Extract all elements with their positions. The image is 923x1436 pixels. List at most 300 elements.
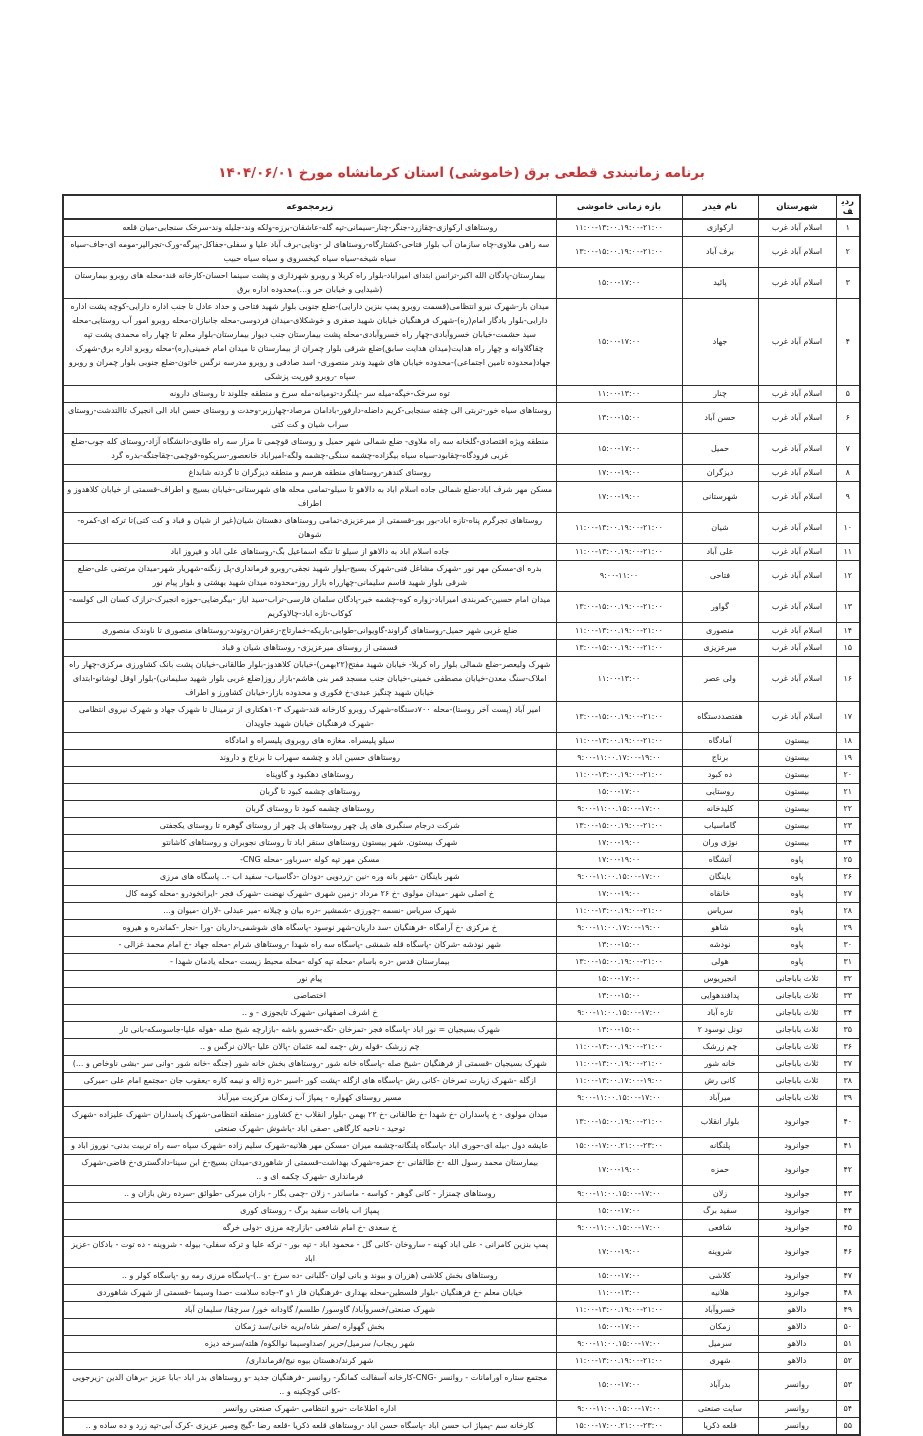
row-index-cell: ۵۱	[836, 1336, 860, 1353]
sub-areas-cell: روستاهای حسین اباد و چشمه سهراب تا برناج و داروند	[63, 750, 556, 767]
county-cell: جوانرود	[758, 1285, 836, 1302]
county-cell: اسلام آباد غرب	[758, 623, 836, 640]
row-index-cell: ۲۲	[836, 801, 860, 818]
row-index-cell: ۲۴	[836, 835, 860, 852]
row-index-cell: ۲۸	[836, 903, 860, 920]
feeder-cell: آتشگاه	[682, 852, 758, 869]
sub-areas-cell: سیلو پلیسراه. مغازه های روبروی پلیسراه و امادگاه	[63, 733, 556, 750]
feeder-cell: تونل نوسود ۲	[682, 1022, 758, 1039]
county-cell: اسلام آباد غرب	[758, 657, 836, 702]
feeder-cell: ارکوازی	[682, 219, 758, 237]
row-index-cell: ۲۰	[836, 767, 860, 784]
table-header-row	[63, 195, 860, 219]
feeder-cell: نودشه	[682, 937, 758, 954]
outage-time-cell: ۱۱:۰۰-۱۳:۰۰.۱۹:۰۰-۲۱:۰۰	[556, 733, 682, 750]
feeder-cell: سرمیل	[682, 1336, 758, 1353]
feeder-cell: پائید	[682, 268, 758, 299]
county-cell: جوانرود	[758, 1237, 836, 1268]
row-index-cell: ۴۱	[836, 1138, 860, 1155]
table-row	[63, 971, 860, 988]
row-index-cell: ۵۳	[836, 1370, 860, 1401]
county-cell: روانسر	[758, 1370, 836, 1401]
county-cell: دالاهو	[758, 1353, 836, 1370]
outage-time-cell: ۱۳:۰۰-۱۵:۰۰.۱۹:۰۰-۲۱:۰۰	[556, 592, 682, 623]
row-index-cell: ۱۱	[836, 544, 860, 561]
feeder-cell: جهاد	[682, 299, 758, 386]
table-row	[63, 750, 860, 767]
county-cell: اسلام آباد غرب	[758, 403, 836, 434]
table-row	[63, 386, 860, 403]
county-cell: اسلام آباد غرب	[758, 513, 836, 544]
header-row-number: ردیف	[836, 195, 860, 219]
row-index-cell: ۵۴	[836, 1401, 860, 1418]
feeder-cell: کانی رش	[682, 1073, 758, 1090]
county-cell: بیستون	[758, 733, 836, 750]
table-row	[63, 434, 860, 465]
row-index-cell: ۱۸	[836, 733, 860, 750]
table-row	[63, 482, 860, 513]
table-row	[63, 1302, 860, 1319]
feeder-cell: هلانیه	[682, 1285, 758, 1302]
sub-areas-cell: شهرک بسیجیان -قسمتی از فرهنگیان -شیخ صله -پاسگاه خانه شور -روستاهای بخش خانه شور (جنگه -خانه شور -وانی سر -بشی ناوخاص و ...)	[63, 1056, 556, 1073]
outage-time-cell: ۱۱:۰۰-۱۳:۰۰.۱۹:۰۰-۲۱:۰۰	[556, 903, 682, 920]
table-row	[63, 1073, 860, 1090]
county-cell: اسلام آباد غرب	[758, 561, 836, 592]
row-index-cell: ۴۸	[836, 1285, 860, 1302]
county-cell: روانسر	[758, 1401, 836, 1418]
row-index-cell: ۲۵	[836, 852, 860, 869]
outage-time-cell: ۱۱:۰۰-۱۳:۰۰.۱۹:۰۰-۲۱:۰۰	[556, 623, 682, 640]
feeder-cell: هولی	[682, 954, 758, 971]
row-index-cell: ۳۷	[836, 1056, 860, 1073]
outage-time-cell: ۱۳:۰۰-۱۵:۰۰.۱۹:۰۰-۲۱:۰۰	[556, 237, 682, 268]
sub-areas-cell: بیمارستان محمد رسول الله -خ طالقانی -خ حمزه-شهرک بهداشت-قسمتی از شاهوردی-میدان بسیج-خ ابن سینا-دادگستری-خ قاضی-شهرک فرمانداری -شهرک چکمه ای و ..	[63, 1155, 556, 1186]
row-index-cell: ۱۹	[836, 750, 860, 767]
table-row	[63, 1155, 860, 1186]
sub-areas-cell: شهر ریجاب/ سرمیل/حریر /صداوسیما نوالکوه/ هلته/سرخه دیزه	[63, 1336, 556, 1353]
outage-time-cell: ۹:۰۰-۱۱:۰۰.۱۵:۰۰-۱۷:۰۰	[556, 869, 682, 886]
table-row	[63, 767, 860, 784]
feeder-cell: انجیریوس	[682, 971, 758, 988]
sub-areas-cell: روستاهای چمنزار - کانی گوهر - کواسه - ماساندر - زلان -چمی بگار - بازان میرکی -طوائق -سرده رش بازان و ..	[63, 1186, 556, 1203]
table-row	[63, 1203, 860, 1220]
feeder-cell: زمکان	[682, 1319, 758, 1336]
sub-areas-cell: خ سعدی -خ امام شافعی -بازارچه مرزی -دولی خرگه	[63, 1220, 556, 1237]
outage-time-cell: ۱۱:۰۰-۱۳:۰۰.۱۹:۰۰-۲۱:۰۰	[556, 1353, 682, 1370]
header-outage-time: بازه زمانی خاموشی	[556, 195, 682, 219]
sub-areas-cell: روستاهای سیاه خور-تربتی الی چفته سنجابی-کریم داضله-دارفور-بادامان مرصاد-چهارزبر-وحدت و روستای حسن اباد الی انجیرک تاالتدشت-روستای سراب شیان و کت کتی	[63, 403, 556, 434]
sub-areas-cell: کارخانه سم -پمپاژ اب حسن اباد -پاسگاه حسن اباد -روستاهای قلعه ذکریا -قلعه رضا -گیج وصیر عزیزی -کرک آبی-تپه زرد و ده ساده و ..	[63, 1418, 556, 1436]
sub-areas-cell: خ مرکزی -خ آرامگاه -فرهنگیان -سد داریان-شهر نوسود -پاسگاه های شوشمی-داریان -ورا -نجار -کماندره و هیروه	[63, 920, 556, 937]
table-row	[63, 1237, 860, 1268]
feeder-cell: شافعی	[682, 1220, 758, 1237]
sub-areas-cell: چم زرشک -قوله رش -چمه لمه عثمان -پالان علیا -پالان نرگس و ..	[63, 1039, 556, 1056]
table-row	[63, 1220, 860, 1237]
row-index-cell: ۳۰	[836, 937, 860, 954]
table-row	[63, 903, 860, 920]
row-index-cell: ۳۳	[836, 988, 860, 1005]
feeder-cell: باینگان	[682, 869, 758, 886]
outage-schedule-table	[62, 194, 861, 1436]
sub-areas-cell: عایشه دول -بیله ای-حوری اباد -پاسگاه پلنگانه-چشمه میران -مسکن مهر هلانیه-شهرک سلیم زاده -شهرک سپاه -سه راه تربیت بدنی- نوروز اباد و	[63, 1138, 556, 1155]
feeder-cell: ده کبود	[682, 767, 758, 784]
sub-areas-cell: روستاهای چشمه کبود تا گربان	[63, 784, 556, 801]
feeder-cell: نوژی وران	[682, 835, 758, 852]
table-row	[63, 1107, 860, 1138]
sub-areas-cell: توه سرخک-خپگه-میله سر -پلنگرد-تومیانه-مله سرخ و منطقه جللوند تا روستای دارونه	[63, 386, 556, 403]
row-index-cell: ۳۸	[836, 1073, 860, 1090]
county-cell: بیستون	[758, 784, 836, 801]
table-row	[63, 1268, 860, 1285]
outage-time-cell: ۱۵:۰۰-۱۷:۰۰	[556, 1370, 682, 1401]
feeder-cell: سریاس	[682, 903, 758, 920]
outage-time-cell: ۹:۰۰-۱۱:۰۰.۱۷:۰۰-۱۹:۰۰	[556, 920, 682, 937]
outage-time-cell: ۱۷:۰۰-۱۹:۰۰	[556, 482, 682, 513]
table-row	[63, 268, 860, 299]
outage-time-cell: ۱۱:۰۰-۱۳:۰۰.۱۹:۰۰-۲۱:۰۰	[556, 513, 682, 544]
feeder-cell: میرآباد	[682, 1090, 758, 1107]
table-row	[63, 403, 860, 434]
county-cell: جوانرود	[758, 1268, 836, 1285]
county-cell: بیستون	[758, 818, 836, 835]
sub-areas-cell: روستای کندهر-روستاهای منطقه هرسم و منطقه دیزگران تا گردنه شابداغ	[63, 465, 556, 482]
table-row	[63, 1022, 860, 1039]
county-cell: پاوه	[758, 954, 836, 971]
feeder-cell: تازه آباد	[682, 1005, 758, 1022]
row-index-cell: ۷	[836, 434, 860, 465]
table-row	[63, 640, 860, 657]
outage-time-cell: ۱۳:۰۰-۱۵:۰۰.۱۹:۰۰-۲۱:۰۰	[556, 818, 682, 835]
county-cell: پاوه	[758, 869, 836, 886]
outage-time-cell: ۱۵:۰۰-۱۷:۰۰	[556, 971, 682, 988]
table-row	[63, 623, 860, 640]
county-cell: ثلاث باباجانی	[758, 1056, 836, 1073]
row-index-cell: ۳۱	[836, 954, 860, 971]
table-row	[63, 1090, 860, 1107]
feeder-cell: چنار	[682, 386, 758, 403]
outage-time-cell: ۱۵:۰۰-۱۷:۰۰	[556, 1203, 682, 1220]
table-row	[63, 465, 860, 482]
outage-time-cell: ۱۳:۰۰-۱۵:۰۰	[556, 988, 682, 1005]
county-cell: اسلام آباد غرب	[758, 640, 836, 657]
row-index-cell: ۴۶	[836, 1237, 860, 1268]
table-row	[63, 219, 860, 237]
outage-time-cell: ۹:۰۰-۱۱:۰۰	[556, 561, 682, 592]
county-cell: جوانرود	[758, 1220, 836, 1237]
feeder-cell: حمزه	[682, 1155, 758, 1186]
outage-time-cell: ۱۱:۰۰-۱۳:۰۰.۱۹:۰۰-۲۱:۰۰	[556, 544, 682, 561]
outage-time-cell: ۱۳:۰۰-۱۵:۰۰	[556, 937, 682, 954]
sub-areas-cell: روستاهای دهکبود و گاوپناه	[63, 767, 556, 784]
county-cell: بیستون	[758, 835, 836, 852]
county-cell: اسلام آباد غرب	[758, 268, 836, 299]
county-cell: اسلام آباد غرب	[758, 386, 836, 403]
table-row	[63, 561, 860, 592]
table-row	[63, 237, 860, 268]
outage-time-cell: ۱۳:۰۰-۱۵:۰۰.۱۹:۰۰-۲۱:۰۰	[556, 1107, 682, 1138]
feeder-cell: برف آباد	[682, 237, 758, 268]
county-cell: پاوه	[758, 920, 836, 937]
feeder-cell: پلنگانه	[682, 1138, 758, 1155]
table-row	[63, 1186, 860, 1203]
sub-areas-cell: اداره اطلاعات -نیرو انتظامی -شهرک صنعتی روانسر	[63, 1401, 556, 1418]
table-row	[63, 1005, 860, 1022]
sub-areas-cell: شهر باینگان -شهر بانه وره -نین -زردویی -دودان -دگاسیاب- سفید اب -.. پاسگاه های مرزی	[63, 869, 556, 886]
table-row	[63, 544, 860, 561]
sub-areas-cell: خ اصلی شهر -میدان مولوی -خ ۲۶ مرداد -زمین شهری -شهرک نهضت -شهرک فجر -ایرانخودرو -محله کومه کال	[63, 886, 556, 903]
county-cell: جوانرود	[758, 1107, 836, 1138]
feeder-cell: علی آباد	[682, 544, 758, 561]
sub-areas-cell: قسمتی از روستای میرعزیزی- روستاهای شیان و قباد	[63, 640, 556, 657]
outage-time-cell: ۱۵:۰۰-۱۷:۰۰	[556, 1268, 682, 1285]
feeder-cell: خسروآباد	[682, 1302, 758, 1319]
outage-time-cell: ۱۳:۰۰-۱۵:۰۰	[556, 403, 682, 434]
outage-time-cell: ۹:۰۰-۱۱:۰۰.۱۵:۰۰-۱۷:۰۰	[556, 1336, 682, 1353]
county-cell: جوانرود	[758, 1138, 836, 1155]
table-row	[63, 869, 860, 886]
county-cell: اسلام آباد غرب	[758, 219, 836, 237]
table-row	[63, 1353, 860, 1370]
table-row	[63, 1039, 860, 1056]
outage-time-cell: ۱۷:۰۰-۱۹:۰۰	[556, 886, 682, 903]
table-row	[63, 513, 860, 544]
row-index-cell: ۵۰	[836, 1319, 860, 1336]
table-row	[63, 702, 860, 733]
row-index-cell: ۳۲	[836, 971, 860, 988]
county-cell: ثلاث باباجانی	[758, 1039, 836, 1056]
row-index-cell: ۳۵	[836, 1022, 860, 1039]
outage-time-cell: ۹:۰۰-۱۱:۰۰.۱۷:۰۰-۱۹:۰۰	[556, 750, 682, 767]
outage-time-cell: ۱۷:۰۰-۱۹:۰۰	[556, 1155, 682, 1186]
table-row	[63, 592, 860, 623]
feeder-cell: شروینه	[682, 1237, 758, 1268]
sub-areas-cell: شهرک بسیجیان = نور اباد -پاسگاه فجر -تمرخان -تگه-خسرو باشه -بازارچه شیخ صله -هوله علیا-جاسوسکه-بانی تار	[63, 1022, 556, 1039]
row-index-cell: ۴۵	[836, 1220, 860, 1237]
county-cell: اسلام آباد غرب	[758, 434, 836, 465]
county-cell: اسلام آباد غرب	[758, 592, 836, 623]
feeder-cell: شیان	[682, 513, 758, 544]
table-row	[63, 1370, 860, 1401]
table-row	[63, 920, 860, 937]
feeder-cell: هفتصددستگاه	[682, 702, 758, 733]
sub-areas-cell: جاده اسلام اباد به دالاهو از سیلو تا تنگه اسماعیل بگ-روستاهای علی اباد و فیروز اباد	[63, 544, 556, 561]
row-index-cell: ۱۴	[836, 623, 860, 640]
row-index-cell: ۵	[836, 386, 860, 403]
feeder-cell: گاماسیاب	[682, 818, 758, 835]
row-index-cell: ۵۵	[836, 1418, 860, 1436]
table-row	[63, 784, 860, 801]
header-sub-areas: زیرمجموعه	[63, 195, 556, 219]
outage-time-cell: ۱۱:۰۰-۱۳:۰۰.۱۹:۰۰-۲۱:۰۰	[556, 219, 682, 237]
sub-areas-cell: پمپاژ اب بافات سفید برگ - روستای کوری	[63, 1203, 556, 1220]
row-index-cell: ۱۳	[836, 592, 860, 623]
feeder-cell: بدرآباد	[682, 1370, 758, 1401]
outage-time-cell: ۱۱:۰۰-۱۳:۰۰.۱۷:۰۰-۱۹:۰۰	[556, 1073, 682, 1090]
table-row	[63, 886, 860, 903]
sub-areas-cell: مجتمع ستاره اورامانات - روانسر -CNG-کارخانه آسفالت کمانگر- روانسر -فرهنگیان جدید -و روستاهای بدر اباد -بابا عزیز -برهان الدین -زیرجویی -کانی کوچکینه و ..	[63, 1370, 556, 1401]
feeder-cell: ولی عصر	[682, 657, 758, 702]
outage-time-cell: ۹:۰۰-۱۱:۰۰.۱۵:۰۰-۱۷:۰۰	[556, 1186, 682, 1203]
outage-time-cell: ۹:۰۰-۱۱:۰۰.۱۵:۰۰-۱۷:۰۰	[556, 1220, 682, 1237]
row-index-cell: ۴۳	[836, 1186, 860, 1203]
sub-areas-cell: شهرک صنعتی/خسروآباد/ گاوسور/ طلسم/ گاودانه خور/ سرچقا/ سلیمان آباد	[63, 1302, 556, 1319]
outage-time-cell: ۱۱:۰۰-۱۳:۰۰	[556, 386, 682, 403]
outage-time-cell: ۱۵:۰۰-۱۷:۰۰.۲۱:۰۰-۲۳:۰۰	[556, 1138, 682, 1155]
row-index-cell: ۲۱	[836, 784, 860, 801]
sub-areas-cell: روستاهای بخش کلاشی (هزران و بیوند و بانی لوان -گلبانی -ده سرخ -و ..)-پاسگاه مرزی رمه رو -پاسگاه کولر و ..	[63, 1268, 556, 1285]
sub-areas-cell: روستاهای ارکوازی-چقازرد-جنگر-چنار-سیمانی-تپه گله-عاشقان-برزه-ولکه وند-جلیله وند-سرخک سنجابی-میان قلعه	[63, 219, 556, 237]
feeder-cell: حسن آباد	[682, 403, 758, 434]
table-row	[63, 988, 860, 1005]
feeder-cell: برناج	[682, 750, 758, 767]
county-cell: ثلاث باباجانی	[758, 1022, 836, 1039]
sub-areas-cell: بیمارستان قدس -دره باسام -محله تپه کوله -محله محیط زیست -محله یادمان شهدا -	[63, 954, 556, 971]
feeder-cell: شاهو	[682, 920, 758, 937]
outage-time-cell: ۱۷:۰۰-۱۹:۰۰	[556, 465, 682, 482]
page-title: برنامه زمانبندی قطعی برق (خاموشی) استان کرمانشاه مورخ ۱۴۰۴/۰۶/۰۱	[218, 165, 705, 181]
sub-areas-cell: روستاهای چشمه کبود تا روستای گربان	[63, 801, 556, 818]
sub-areas-cell: میدان بار-شهرک نیرو انتظامی(قسمت روبرو پمپ بنزین دارایی)-ضلع جنوبی بلوار شهید فتاحی و حداد عادل تا جنب اداره دارایی-کوچه پشت اداره دارایی-بلوار یادگار امام(ره)-شهرک فرهنگیان خیابان شهید صفری و خوشکلای-میدان فردوسی-محله جانبازان-محله روبرو امور آب روستایی-محله سید حشمت-خیابان خسروآبادی-چهار راه خسروآبادی-محله پشت بیمارستان جنب دیوار بیمارستان-بلوار معلم تا چهار راه محمدی پشت تپه چقاگلاوانه و چهار راه هدایت(میدان هدایت سابق)ضلع شرقی بلوار چمران از بیمارستان تا میدان امام خمینی(ره)-محله روبرو اداره برق-شهرک جهاد(محدوده تامین اجتماعی)-محدوده خیابان های شهید وندر منصوری- اسد صادقی و روبرو مدرسه نرگس خاتون-ضلع جنوبی بلوار چمران و روبرو سپاه -روبرو فوریت پزشکی	[63, 299, 556, 386]
row-index-cell: ۱	[836, 219, 860, 237]
outage-time-cell: ۱۵:۰۰-۱۷:۰۰	[556, 784, 682, 801]
table-row	[63, 835, 860, 852]
row-index-cell: ۴۰	[836, 1107, 860, 1138]
row-index-cell: ۸	[836, 465, 860, 482]
feeder-cell: گواور	[682, 592, 758, 623]
row-index-cell: ۳۹	[836, 1090, 860, 1107]
feeder-cell: بلوار انقلاب	[682, 1107, 758, 1138]
header-feeder: نام فیدر	[682, 195, 758, 219]
row-index-cell: ۶	[836, 403, 860, 434]
table-row	[63, 1401, 860, 1418]
county-cell: بیستون	[758, 801, 836, 818]
outage-time-cell: ۱۱:۰۰-۱۳:۰۰.۱۹:۰۰-۲۱:۰۰	[556, 767, 682, 784]
sub-areas-cell: شهرک ولیعصر-ضلع شمالی بلوار راه کربلا- خیابان شهید مفتح(۲۲بهمن)-خیابان کلاهدوز-بلوار طالقانی-خیابان پشت بانک کشاورزی مرکزی-چهار راه املاک-سنگ معدن-خیابان مصطفی خمینی-خیابان جنب مسجد قمر بنی هاشم-بازار روز(ضلع غربی بلوار شهید سلیمانی)-بلوار اوقل لوشانو-ابتدای خیابان شهید چنگیز عبدی-خ فکوری و محدوده بازار-خیابان کشاورز و اطراف	[63, 657, 556, 702]
feeder-cell: آمادگاه	[682, 733, 758, 750]
table-row	[63, 733, 860, 750]
sub-areas-cell: بخش گهواره /صفر شاه/بریه خانی/سد ژمکان	[63, 1319, 556, 1336]
sub-areas-cell: میدان امام حسین-کمربندی امیراباد-زواره کوه-چشمه خیر-پادگان سلمان فارسی-تراب-سید ایاز -بیگرضایی-حوزه انجیرک-ترازک کسان الی کولسه-کوکاب-تازه اباد-چالاوکریم	[63, 592, 556, 623]
table-row	[63, 852, 860, 869]
table-row	[63, 1418, 860, 1436]
outage-time-cell: ۱۳:۰۰-۱۵:۰۰	[556, 1022, 682, 1039]
county-cell: پاوه	[758, 937, 836, 954]
row-index-cell: ۲۹	[836, 920, 860, 937]
outage-time-cell: ۱۳:۰۰-۱۵:۰۰.۱۹:۰۰-۲۱:۰۰	[556, 640, 682, 657]
table-row	[63, 1336, 860, 1353]
county-cell: اسلام آباد غرب	[758, 482, 836, 513]
row-index-cell: ۹	[836, 482, 860, 513]
sub-areas-cell: شرکت درجام سنگبری های پل چهر روستاهای پل چهر از روستای گوهره تا روستای یکجفتی	[63, 818, 556, 835]
table-row	[63, 1319, 860, 1336]
row-index-cell: ۱۰	[836, 513, 860, 544]
table-body	[63, 219, 860, 1435]
county-cell: اسلام آباد غرب	[758, 465, 836, 482]
feeder-cell: کلیدخانه	[682, 801, 758, 818]
feeder-cell: خانقاه	[682, 886, 758, 903]
outage-time-cell: ۱۵:۰۰-۱۷:۰۰.۲۱:۰۰-۲۳:۰۰	[556, 1418, 682, 1436]
feeder-cell: شهری	[682, 1353, 758, 1370]
row-index-cell: ۴۷	[836, 1268, 860, 1285]
row-index-cell: ۱۷	[836, 702, 860, 733]
table-row	[63, 1285, 860, 1302]
county-cell: دالاهو	[758, 1302, 836, 1319]
sub-areas-cell: مسکن مهر شرف اباد-ضلع شمالی جاده اسلام اباد به دالاهو تا سیلو-تمامی محله های شهرستانی-خیابان بسیج و اطراف-قسمتی از خیابان کلاهدوز و اطراف	[63, 482, 556, 513]
county-cell: پاوه	[758, 852, 836, 869]
header-county: شهرستان	[758, 195, 836, 219]
feeder-cell: خانه شور	[682, 1056, 758, 1073]
county-cell: ثلاث باباجانی	[758, 1090, 836, 1107]
outage-time-cell: ۱۳:۰۰-۱۵:۰۰.۱۹:۰۰-۲۱:۰۰	[556, 702, 682, 733]
sub-areas-cell: شهر کرند/دهستان بیوه نیج/فرمانداری/	[63, 1353, 556, 1370]
feeder-cell: فتاحی	[682, 561, 758, 592]
county-cell: ثلاث باباجانی	[758, 1005, 836, 1022]
outage-time-cell: ۱۷:۰۰-۱۹:۰۰	[556, 1237, 682, 1268]
feeder-cell: سایت صنعتی	[682, 1401, 758, 1418]
row-index-cell: ۱۲	[836, 561, 860, 592]
table-row	[63, 1138, 860, 1155]
outage-time-cell: ۱۱:۰۰-۱۳:۰۰.۱۹:۰۰-۲۱:۰۰	[556, 1039, 682, 1056]
row-index-cell: ۲۶	[836, 869, 860, 886]
outage-time-cell: ۱۵:۰۰-۱۷:۰۰	[556, 268, 682, 299]
row-index-cell: ۴	[836, 299, 860, 386]
outage-time-cell: ۹:۰۰-۱۱:۰۰.۱۵:۰۰-۱۷:۰۰	[556, 1090, 682, 1107]
feeder-cell: دیزگران	[682, 465, 758, 482]
feeder-cell: حمیل	[682, 434, 758, 465]
outage-time-cell: ۱۱:۰۰-۱۳:۰۰	[556, 1285, 682, 1302]
feeder-cell: چم زرشک	[682, 1039, 758, 1056]
county-cell: جوانرود	[758, 1155, 836, 1186]
row-index-cell: ۲۳	[836, 818, 860, 835]
sub-areas-cell: خیابان معلم -خ فرهنگیان -بلوار فلسطین-محله بهداری -فرهنگیان فاز ۱و ۳-جاده سلامت -صدا وسیما -قسمتی از شهرک شاهوردی	[63, 1285, 556, 1302]
sub-areas-cell: مسیر روستای کهواره - پمپاژ آب زمکان مرکزیت میرآباد	[63, 1090, 556, 1107]
table-row	[63, 657, 860, 702]
feeder-cell: میرعزیزی	[682, 640, 758, 657]
row-index-cell: ۱۵	[836, 640, 860, 657]
row-index-cell: ۳۶	[836, 1039, 860, 1056]
row-index-cell: ۴۴	[836, 1203, 860, 1220]
outage-time-cell: ۱۵:۰۰-۱۷:۰۰	[556, 299, 682, 386]
county-cell: پاوه	[758, 903, 836, 920]
table-row	[63, 801, 860, 818]
outage-time-cell: ۱۷:۰۰-۱۹:۰۰	[556, 835, 682, 852]
outage-time-cell: ۹:۰۰-۱۱:۰۰.۱۵:۰۰-۱۷:۰۰	[556, 1401, 682, 1418]
outage-time-cell: ۹:۰۰-۱۱:۰۰.۱۵:۰۰-۱۷:۰۰	[556, 801, 682, 818]
row-index-cell: ۵۲	[836, 1353, 860, 1370]
outage-time-cell: ۱۱:۰۰-۱۳:۰۰	[556, 657, 682, 702]
county-cell: روانسر	[758, 1418, 836, 1436]
feeder-cell: منصوری	[682, 623, 758, 640]
county-cell: دالاهو	[758, 1319, 836, 1336]
outage-time-cell: ۱۷:۰۰-۱۹:۰۰	[556, 852, 682, 869]
feeder-cell: شهرستانی	[682, 482, 758, 513]
feeder-cell: روستایی	[682, 784, 758, 801]
county-cell: جوانرود	[758, 1186, 836, 1203]
sub-areas-cell: مسکن مهر تپه کوله -سرباور -محله CNG-	[63, 852, 556, 869]
feeder-cell: سفید برگ	[682, 1203, 758, 1220]
sub-areas-cell: روستاهای تجرگرم پناه-تازه اباد-بور بور-قسمتی از میرعزیزی-تمامی روستاهای دهستان شیان(غیر از شیان و قباد و کت کتی)تا ترکه ای-کمره-شوهان	[63, 513, 556, 544]
row-index-cell: ۲۷	[836, 886, 860, 903]
county-cell: ثلاث باباجانی	[758, 1073, 836, 1090]
table-row	[63, 954, 860, 971]
row-index-cell: ۳	[836, 268, 860, 299]
sub-areas-cell: ازگله -شهرک زیارت تمرخان -کانی رش -پاسگاه های ازگله -پشت کور -اسیر -دره ژاله و نیمه کاره -یعقوب جان -مجتمع امام علی -میرکی	[63, 1073, 556, 1090]
table-row	[63, 299, 860, 386]
table-row	[63, 1056, 860, 1073]
outage-time-cell: ۹:۰۰-۱۱:۰۰.۱۵:۰۰-۱۷:۰۰	[556, 1005, 682, 1022]
feeder-cell: قلعه ذکریا	[682, 1418, 758, 1436]
sub-areas-cell: خ اشرف اصفهانی -شهرک تایجوزی - و ..	[63, 1005, 556, 1022]
